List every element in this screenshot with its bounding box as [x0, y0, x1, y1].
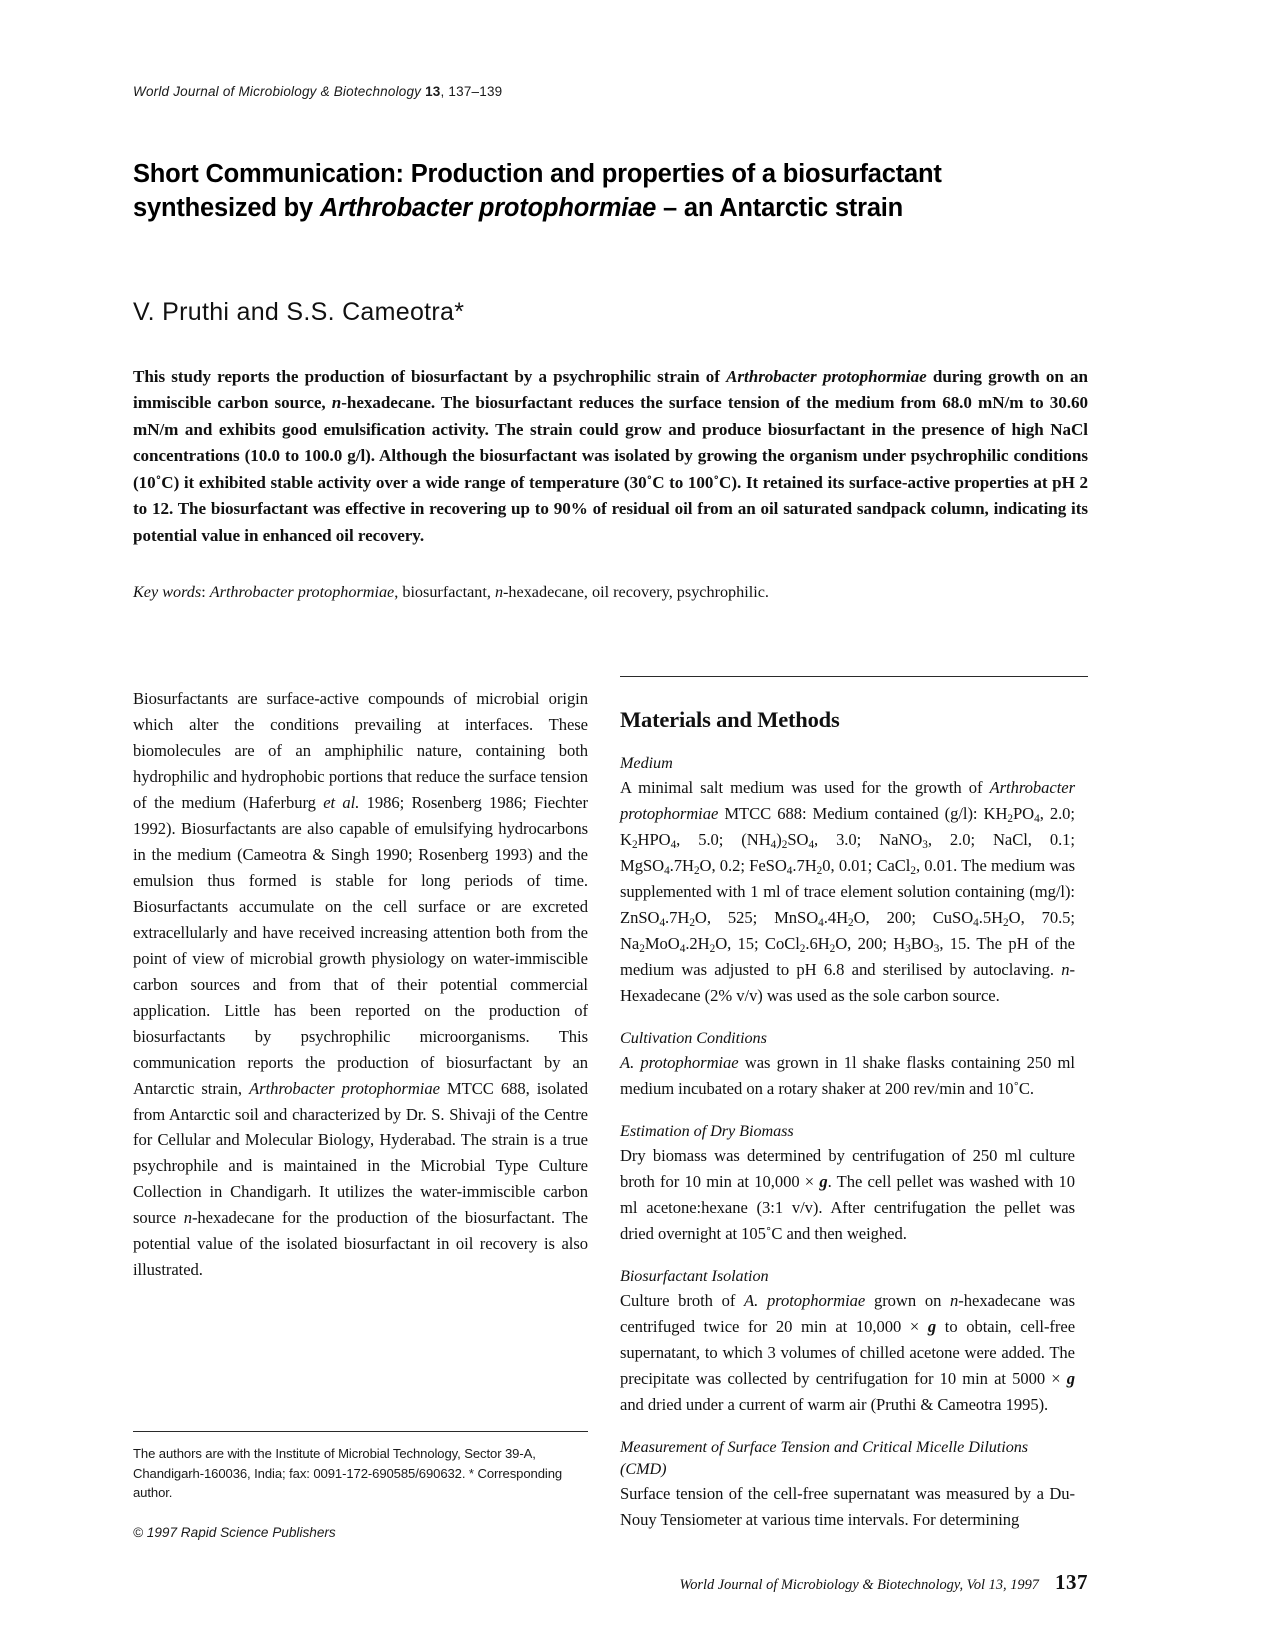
title-line-1: Short Communication: Production and properties of a biosurfactant	[133, 160, 942, 189]
medium-t5: HPO	[637, 830, 671, 849]
medium-t16: .7H	[665, 907, 690, 927]
footnote-affiliation: The authors are with the Institute of Microbial Technology, Sector 39-A, Chandigarh-160036, India; fax: 0091-172-690585/690632. * Corresponding author.	[133, 1446, 563, 1501]
sub-16: 4	[818, 916, 824, 929]
medium-t1: A minimal salt medium was used for the growth of	[620, 778, 990, 798]
sub-5: 4	[770, 838, 777, 851]
abstract-part-1: This study reports the production of biosurfactant by a psychrophilic strain of	[133, 367, 727, 386]
biomass-g-italic: g	[819, 1171, 828, 1191]
sub-22: 2	[709, 942, 716, 955]
sub-9: 4	[664, 864, 670, 877]
medium-t6: , 5.0; (NH	[676, 830, 771, 849]
sub-17: 2	[848, 916, 854, 929]
medium-t11: .7H	[669, 855, 694, 875]
keywords-n-italic: n	[494, 583, 504, 601]
biomass-t1: Dry biomass was determined by centrifugation of 250 ml culture broth for 10 min at 10,000 ×	[620, 1145, 1075, 1191]
medium-t2: MTCC 688: Medium contained (g/l): KH	[718, 804, 1008, 824]
subsection-heading-surface-tension-line-1: Measurement of Surface Tension and Critical Micelle Dilutions	[620, 1437, 1029, 1456]
medium-t13: .7H	[792, 855, 817, 875]
sub-3: 2	[631, 838, 638, 851]
page-footer	[620, 1570, 1088, 1595]
medium-t8: SO	[787, 830, 809, 849]
spacer	[620, 1009, 1075, 1028]
sub-4: 4	[670, 838, 677, 851]
keywords-rest-a: , biosurfactant,	[394, 583, 495, 601]
sub-21: 4	[679, 942, 686, 955]
keywords-sep: :	[201, 583, 210, 601]
body-column-right	[620, 676, 1075, 1533]
medium-t28: , 15. The pH of the medium was adjusted to pH 6.8 and sterilised by autoclaving.	[620, 933, 1075, 979]
medium-t10: , 2.0; NaCl, 0.1; MgSO	[620, 830, 1075, 875]
isolation-paragraph	[620, 1288, 1075, 1418]
sub-12: 2	[816, 864, 823, 877]
sub-13: 2	[910, 864, 916, 877]
sub-7: 4	[808, 838, 815, 851]
sub-18: 4	[973, 916, 979, 929]
medium-t20: .5H	[978, 907, 1004, 927]
intro-n-italic: n	[183, 1208, 192, 1228]
intro-part-b: 1986; Rosenberg 1986; Fiechter 1992). Biosurfactants are also capable of emulsifying hydrocarbons in the medium (Cameotra & Singh 1990; Rosenberg 1993) and the emulsion thus formed is stable for long periods of time. Biosurfactants accumulate on the cell surface or are excreted extracellularly and have received increasing attention both from the point of view of microbial growth physiology on water-immiscible carbon sources and from that of their potential commercial application. Little has been reported on the production of biosurfactants by psychrophilic microorganisms. This communication reports the production of biosurfactant by an Antarctic strain,	[133, 792, 588, 1098]
isolation-g-italic-2: g	[1066, 1368, 1075, 1388]
abstract	[133, 364, 1088, 549]
abstract-part-2: during growth on an immiscible carbon source,	[133, 367, 1088, 413]
medium-t24: O, 15; CoCl	[715, 933, 800, 953]
medium-t26: O, 200; H	[835, 933, 906, 953]
medium-n-italic: n	[1061, 959, 1070, 979]
intro-species: Arthrobacter protophormiae	[249, 1078, 440, 1098]
section-heading-materials-and-methods: Materials and Methods	[620, 707, 840, 732]
copyright-line: © 1997 Rapid Science Publishers	[133, 1525, 336, 1540]
medium-t21: O, 70.5; Na	[620, 907, 1075, 953]
sub-25: 3	[905, 942, 911, 955]
abstract-n-italic: n	[331, 393, 342, 413]
medium-t12: O, 0.2; FeSO	[699, 855, 787, 875]
sub-26: 3	[933, 942, 940, 955]
medium-t29: -Hexadecane (2% v/v) was used as the sole carbon source.	[620, 959, 1075, 1005]
subsection-heading-cultivation-conditions: Cultivation Conditions	[620, 1028, 767, 1047]
intro-part-d: -hexadecane for the production of the biosurfactant. The potential value of the isolated biosurfactant in oil recovery is also illustrated.	[133, 1208, 588, 1280]
subsection-heading-surface-tension-line-2: (CMD)	[620, 1459, 667, 1478]
isolation-t1: Culture broth of	[620, 1290, 745, 1310]
isolation-g-italic-1: g	[927, 1316, 937, 1336]
medium-paragraph	[620, 775, 1075, 1009]
medium-t17: O, 525; MnSO	[694, 907, 819, 927]
intro-etal: et al.	[323, 792, 360, 812]
journal-volume: 13	[425, 84, 441, 99]
footer-journal-line: World Journal of Microbiology & Biotechnology, Vol 13, 1997	[679, 1577, 1039, 1593]
intro-paragraph	[133, 686, 588, 1283]
medium-t4: , 2.0; K	[620, 804, 1075, 849]
medium-t22: MoO	[644, 933, 680, 953]
title-line-2-pre: synthesized by	[133, 193, 320, 222]
isolation-t3: -hexadecane was centrifuged twice for 20 min at 10,000 ×	[620, 1290, 1075, 1336]
sub-23: 2	[799, 942, 806, 955]
medium-t27: BO	[910, 933, 934, 953]
journal-pages: , 137–139	[440, 84, 503, 99]
keywords-species: Arthrobacter protophormiae	[209, 583, 395, 601]
title-species: Arthrobacter protophormiae	[319, 193, 657, 222]
intro-part-a: Biosurfactants are surface-active compounds of microbial origin which alter the conditions prevailing at interfaces. These biomolecules are of an amphiphilic nature, containing both hydrophilic and hydrophobic portions that reduce the surface tension of the medium (Haferburg	[133, 689, 588, 812]
isolation-t4: to obtain, cell-free supernatant, to which 3 volumes of chilled acetone were added. The precipitate was collected by centrifugation for 10 min at 5000 ×	[620, 1316, 1076, 1388]
biomass-t2: . The cell pellet was washed with 10 ml acetone:hexane (3:1 v/v). After centrifugation the pellet was dried overnight at 105˚C and then weighed.	[620, 1171, 1075, 1243]
subsection-heading-biosurfactant-isolation: Biosurfactant Isolation	[620, 1266, 769, 1285]
sub-1: 2	[1007, 812, 1013, 825]
medium-t15: , 0.01. The medium was supplemented with 1 ml of trace element solution containing (mg/l): ZnSO	[620, 855, 1075, 927]
author-list: V. Pruthi and S.S. Cameotra*	[133, 298, 465, 326]
isolation-n-italic: n	[950, 1290, 959, 1310]
sub-19: 2	[1003, 916, 1009, 929]
sub-10: 2	[693, 864, 700, 877]
medium-t19: O, 200; CuSO	[853, 907, 974, 927]
spacer	[620, 1418, 1075, 1437]
sub-24: 2	[829, 942, 836, 955]
sub-8: 3	[922, 838, 928, 851]
medium-t14: 0, 0.01; CaCl	[822, 855, 911, 875]
surface-tension-paragraph: Surface tension of the cell-free supernatant was measured by a Du-Nouy Tensiometer at various time intervals. For determining	[620, 1483, 1075, 1529]
body-column-left	[133, 686, 588, 1283]
cultivation-text: was grown in 1l shake flasks containing 250 ml medium incubated on a rotary shaker at 200 rev/min and 10˚C.	[620, 1052, 1075, 1098]
page-title	[133, 158, 1013, 225]
sub-15: 2	[689, 916, 695, 929]
sub-11: 4	[786, 864, 793, 877]
spacer	[620, 1102, 1075, 1121]
isolation-species: A. protophormiae	[744, 1290, 866, 1310]
spacer	[620, 1247, 1075, 1266]
sub-2: 4	[1034, 812, 1040, 825]
sub-6: 2	[781, 838, 788, 851]
journal-name: World Journal of Microbiology & Biotechnology	[133, 84, 422, 99]
keywords	[133, 581, 1088, 604]
title-line-2-post: – an Antarctic strain	[656, 193, 904, 222]
subsection-heading-medium: Medium	[620, 754, 673, 772]
sub-20: 2	[639, 942, 645, 955]
medium-species: Arthrobacter protophormiae	[620, 778, 1075, 824]
medium-t9: , 3.0; NaNO	[814, 830, 923, 849]
running-head	[133, 84, 1033, 99]
cultivation-paragraph	[620, 1050, 1075, 1102]
keywords-label: Key words	[133, 583, 202, 601]
sub-14: 4	[659, 916, 666, 929]
biomass-paragraph	[620, 1143, 1075, 1247]
intro-part-c: MTCC 688, isolated from Antarctic soil and characterized by Dr. S. Shivaji of the Centre for Cellular and Molecular Biology, Hyderabad. The strain is a true psychrophile and is maintained in the Microbial Type Culture Collection in Chandigarh. It utilizes the water-immiscible carbon source	[133, 1078, 588, 1228]
medium-t23: .2H	[685, 933, 710, 953]
keywords-rest-b: -hexadecane, oil recovery, psychrophilic.	[503, 583, 769, 601]
medium-t7: )	[776, 830, 782, 849]
subsection-heading-estimation-of-dry-biomass: Estimation of Dry Biomass	[620, 1121, 794, 1140]
abstract-part-3: -hexadecane. The biosurfactant reduces the surface tension of the medium from 68.0 mN/m to 30.60 mN/m and exhibits good emulsification activity. The strain could grow and produce biosurfactant in the presence of high NaCl concentrations (10.0 to 100.0 g/l). Although the biosurfactant was isolated by growing the organism under psychrophilic conditions (10˚C) it exhibited stable activity over a wide range of temperature (30˚C to 100˚C). It retained its surface-active properties at pH 2 to 12. The biosurfactant was effective in recovering up to 90% of residual oil from an oil saturated sandpack column, indicating its potential value in enhanced oil recovery.	[133, 393, 1088, 545]
cultivation-species: A. protophormiae	[620, 1052, 739, 1072]
abstract-species: Arthrobacter protophormiae	[726, 367, 927, 386]
footnote-rule	[133, 1431, 588, 1432]
isolation-t5: and dried under a current of warm air (Pruthi & Cameotra 1995).	[620, 1394, 1049, 1414]
medium-t3: PO	[1012, 804, 1035, 824]
medium-t18: .4H	[823, 907, 849, 927]
medium-t25: .6H	[805, 933, 830, 953]
page-number: 137	[1055, 1570, 1088, 1594]
isolation-t2: grown on	[865, 1290, 951, 1310]
